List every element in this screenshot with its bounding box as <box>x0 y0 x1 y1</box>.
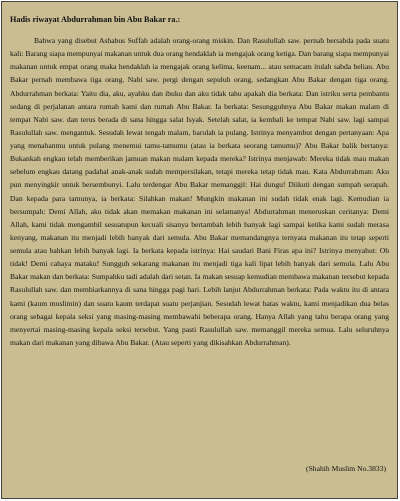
hadith-body: Bahwa yang disebut Ashabus Suffah adalah orang-orang miskin. Dan Rasulullah saw. pernah bersabda pada suatu kali: Barang siapa mempunyai makanan untuk dua orang hendaklah ia mengajak orang ketiga. Dan barang siapa mempunyai makanan untuk empat orang maka hendaklah ia mengajak orang kelima, keenam... atau semacam itulah sabda beliau. Abu Bakar pernah membawa tiga orang. Nabi saw. pergi dengan sepuluh orang, sedangkan Abu Bakar dengan tiga orang. Abdurrahman berkata: Yaitu dia, aku, ayahku dan ibuku dan aku tidak tahu apakah dia berkata: Dan istriku serta pembantu sedang di perjalanan antara rumah kami dan rumah Abu Bakar. Ia berkata: Sesungguhnya Abu Bakar makan malam di tempat Nabi saw. dan terus berada di sana hingga salat Isyak. Setelah salat, ia kembali ke tempat Nabi saw. lagi sampai Rasulullah saw. mengantuk. Sesudah lewat tengah malam, barulah ia pulang. Istrinya menyambut dengan pertanyaan: Apa yang menahanmu untuk pulang menemui tamu-tamumu (atau ia berkata seorang tamumu)? Abu Bakar balik bertanya: Bukankah engkau telah memberikan jamuan makan malam kepada mereka? Istrinya menjawab: Mereka tidak mau makan sebelum engkau datang padahal anak-anak sudah mempersilakan, tetapi mereka tetap tidak mau. Kata Abdurrahman: Aku pun menyingkir untuk bersembunyi. Lalu terdengar Abu Bakar memanggil: Hai dungu! Diikuti dengan sumpah serapah. Dan kepada para tamunya, ia berkata: Silahkan makan! Mungkin makanan ini sudah tidak enak lagi. Kemudian ia bersumpah: Demi Allah, aku tidak akan memakan makanan ini selamanya! Abdurrahman meneruskan ceritanya: Demi Allah, kami tidak mengambil sesuatupun kecuali sisanya bertambah lebih banyak lagi sampai ketika kami sudah merasa kenyang, makanan itu menjadi lebih banyak dari semula. Abu Bakar memandangnya ternyata makanan itu tetap seperti semula atau bahkan lebih banyak lagi. Ia berkata kepada istrinya: Hai saudari Bani Firas apa ini? Istrinya menyahut: Oh tidak! Demi cahaya mataku! Sungguh sekarang makanan itu menjadi tiga kali lipat lebih banyak dari semula. Lalu Abu Bakar makan dan berkata: Sumpahku tadi adalah dari setan. Ia makan sesuap kemudian membawa makanan tersebut kepada Rasulullah saw. dan membiarkannya di sana hingga pagi hari. Lebih lanjut Abdurrahman berkata: Pada waktu itu di antara kami (kaum muslimin) dan suatu kaum terdapat suatu perjanjian. Sesudah lewat batas waktu, kami menjadikan dua belas orang sebagai kepala seksi yang masing-masing membawahi beberapa orang. Hanya Allah yang tahu berapa orang yang menyertai masing-masing kepala seksi tersebut. Yang pasti Rasulullah saw. memanggil mereka semua. Lalu seluruhnya makan dari makanan yang dibawa Abu Bakar. (Atau seperti yang dikisahkan Abdurrahman). <box>10 36 389 347</box>
hadith-card <box>1 1 398 499</box>
hadith-source: (Shahih Muslim No.3833) <box>306 464 386 473</box>
hadith-heading: Hadis riwayat Abdurrahman bin Abu Bakar ra.: <box>10 15 181 24</box>
